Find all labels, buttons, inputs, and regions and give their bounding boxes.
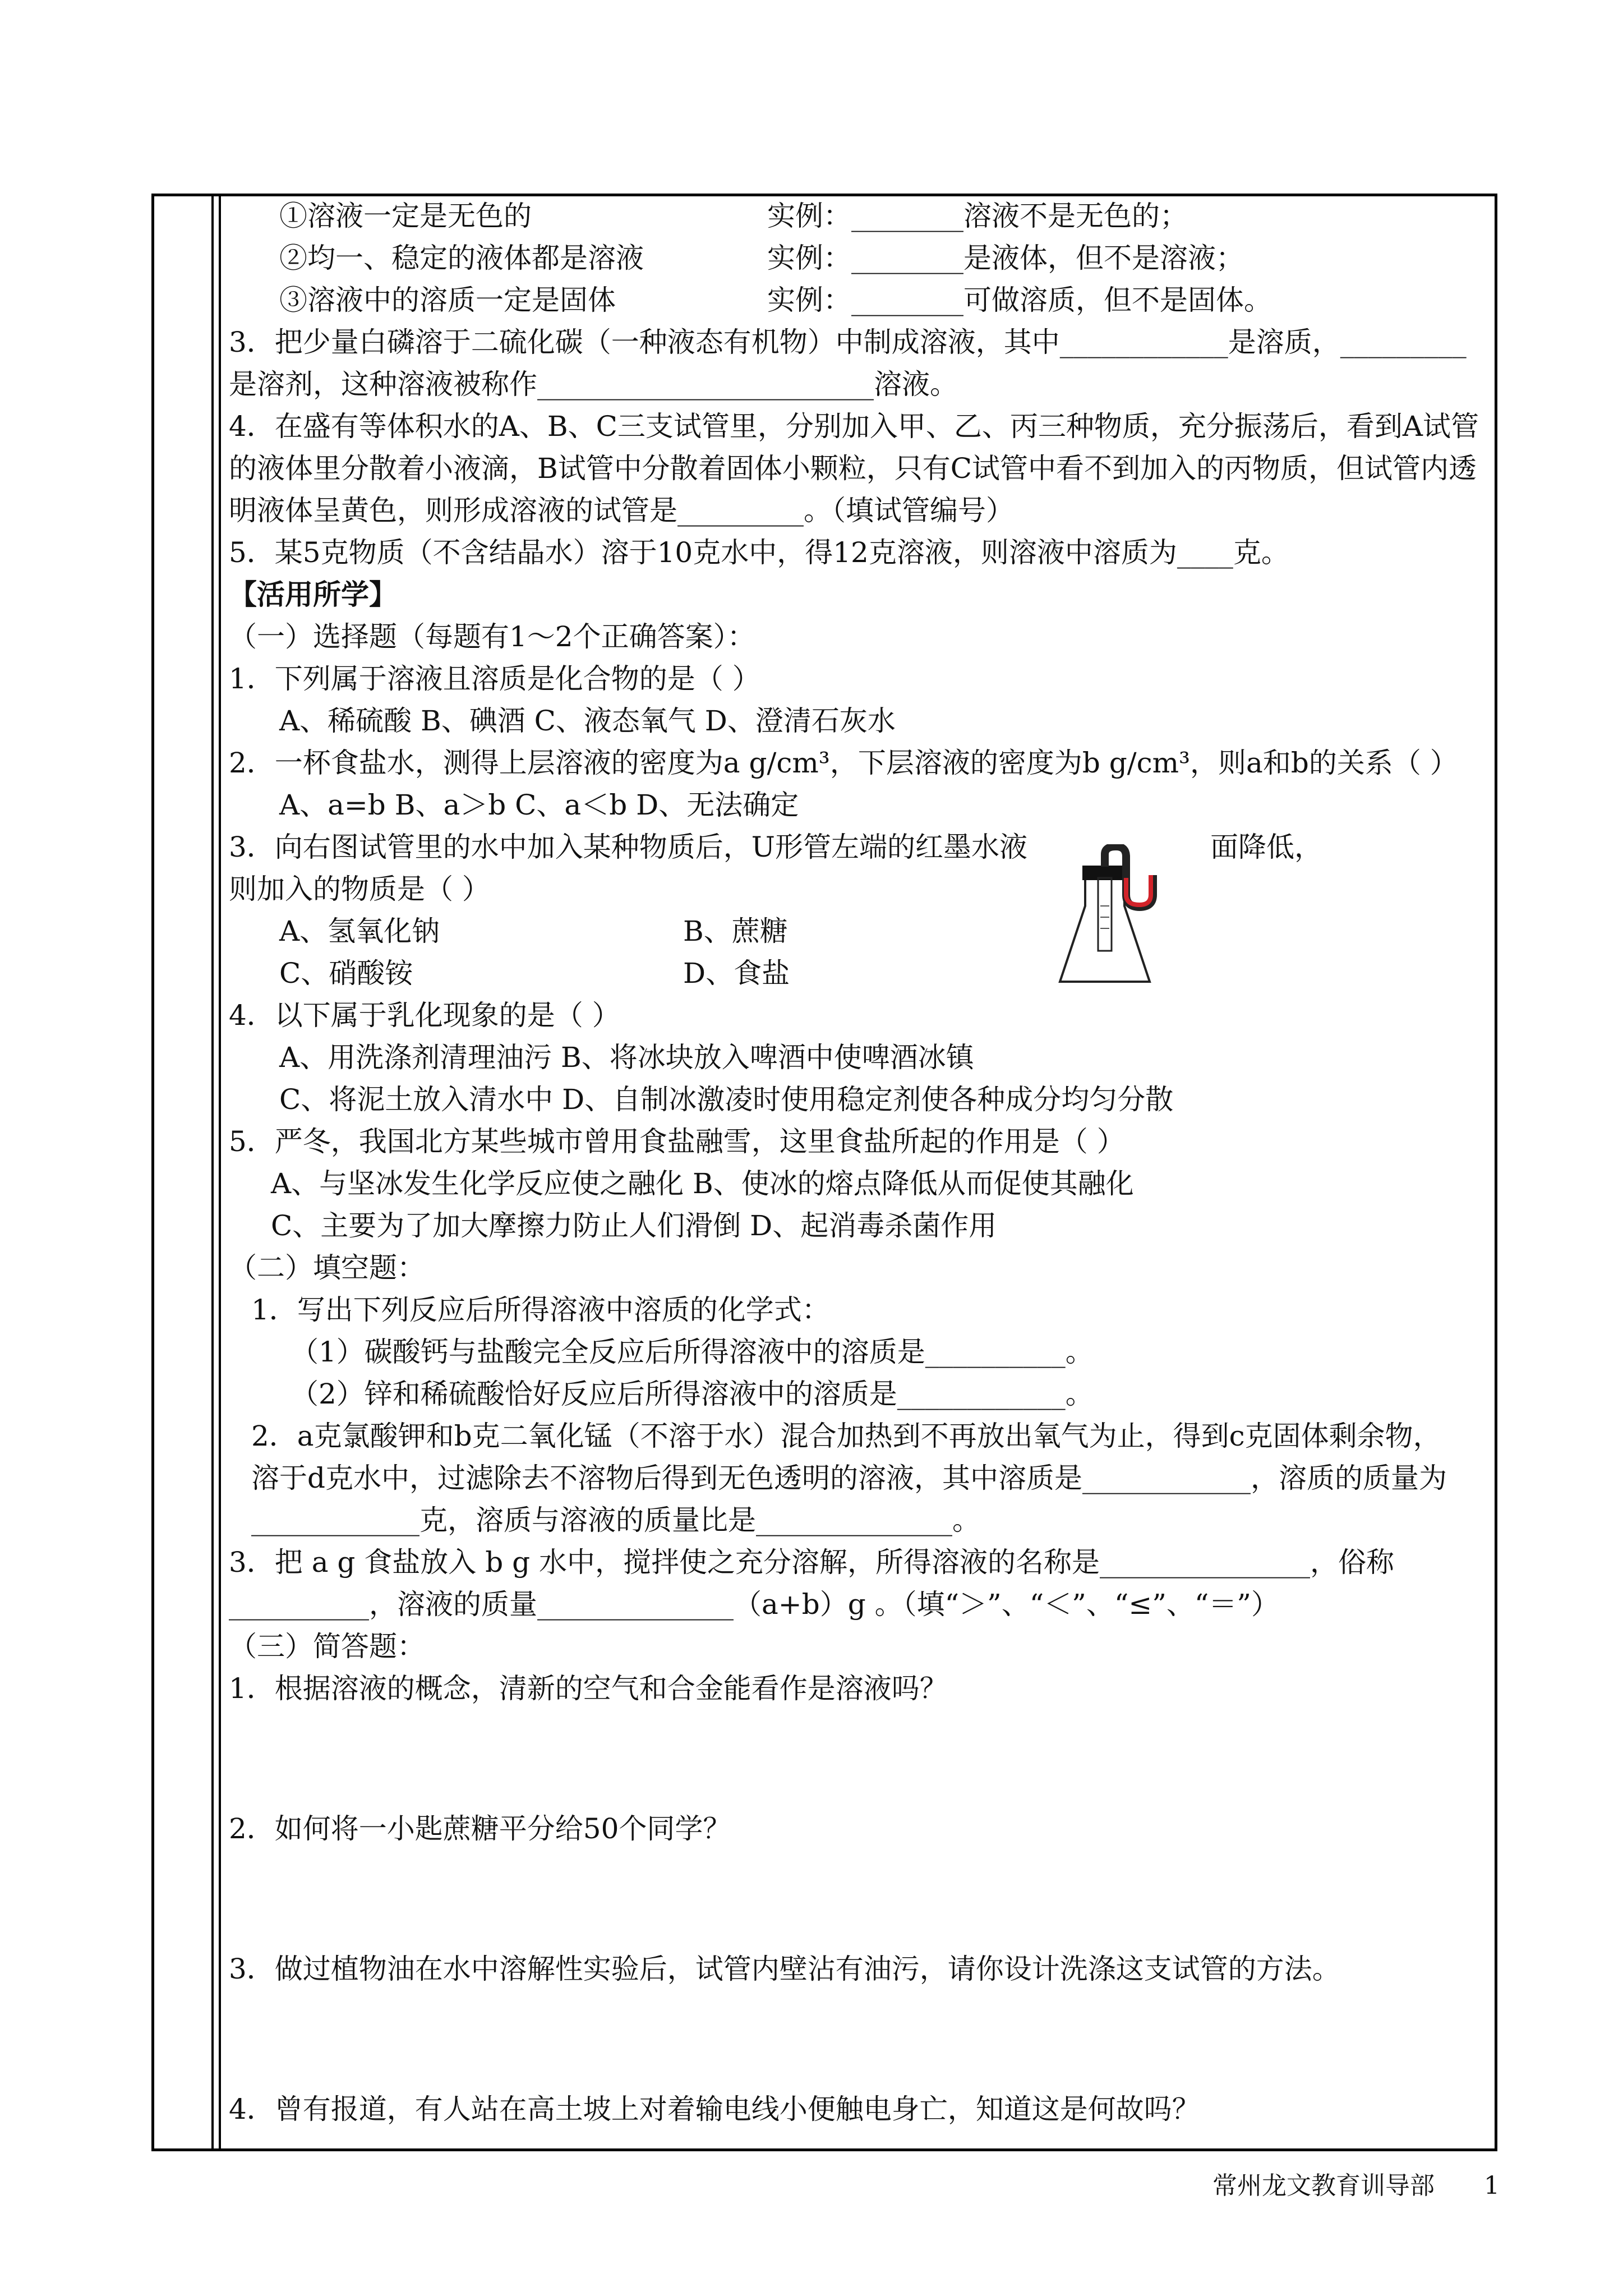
text-line: 实例：________可做溶质，但不是固体。 [767, 284, 1272, 316]
text-line: B、蔗糖 [683, 915, 788, 947]
table-column-divider-2 [219, 196, 221, 2148]
text-line: C、将泥土放入清水中 D、自制冰激凌时使用稳定剂使各种成分均匀分散 [279, 1083, 1174, 1116]
text-line: ②均一、稳定的液体都是溶液 [279, 242, 644, 274]
text-line: 1．根据溶液的概念，清新的空气和合金能看作是溶液吗？ [229, 1672, 948, 1705]
text-line: （2）锌和稀硫酸恰好反应后所得溶液中的溶质是____________。 [291, 1378, 1094, 1410]
text-line: D、食盐 [683, 957, 790, 990]
text-line: __________，溶液的质量______________（a+b）g 。（填“＞”、“＜”、“≤”、“＝”） [229, 1588, 1279, 1621]
flask-u-tube-diagram [1054, 844, 1183, 990]
text-line: 2．一杯食盐水，测得上层溶液的密度为a g/cm³，下层溶液的密度为b g/cm³，则a和b的关系（ ） [229, 747, 1458, 779]
table-column-divider-1 [211, 196, 214, 2148]
text-line: 1．下列属于溶液且溶质是化合物的是（ ） [229, 662, 760, 695]
text-line: 实例：________溶液不是无色的； [767, 200, 1188, 232]
text-line: 4．曾有报道，有人站在高土坡上对着输电线小便触电身亡，知道这是何故吗？ [229, 2093, 1200, 2125]
text-line: A、与坚冰发生化学反应使之融化 B、使冰的熔点降低从而促使其融化 [271, 1167, 1134, 1200]
text-line: A、稀硫酸 B、碘酒 C、液态氧气 D、澄清石灰水 [279, 705, 896, 737]
text-line: ①溶液一定是无色的 [279, 200, 532, 232]
text-line: （二）填空题： [229, 1251, 425, 1284]
text-line: 2．如何将一小匙蔗糖平分给50个同学？ [229, 1812, 731, 1845]
page-footer [1212, 2165, 1500, 2201]
footer-organization: 常州龙文教育训导部 [1212, 2171, 1435, 2200]
text-line: 3．把少量白磷溶于二硫化碳（一种液态有机物）中制成溶液，其中____________是溶质，_________ [229, 326, 1467, 358]
text-line: 【活用所学】 [229, 578, 397, 611]
text-line: C、硝酸铵 [279, 957, 413, 990]
text-line: 实例：________是液体，但不是溶液； [767, 242, 1244, 274]
text-line: （1）碳酸钙与盐酸完全反应后所得溶液中的溶质是__________。 [291, 1336, 1094, 1368]
text-line: 1．写出下列反应后所得溶液中溶质的化学式： [251, 1294, 830, 1326]
text-line: （一）选择题（每题有1～2个正确答案）： [229, 620, 755, 653]
text-line: 4．在盛有等体积水的A、B、C三支试管里，分别加入甲、乙、丙三种物质，充分振荡后，看到A试管 [229, 410, 1479, 443]
text-line: 则加入的物质是（ ） [229, 873, 490, 905]
text-line: A、氢氧化钠 [279, 915, 440, 947]
text-line: A、用洗涤剂清理油污 B、将冰块放入啤酒中使啤酒冰镇 [279, 1041, 974, 1074]
text-line: 面降低， [1210, 831, 1322, 863]
text-line: 5．某5克物质（不含结晶水）溶于10克水中，得12克溶液，则溶液中溶质为____克。 [229, 536, 1289, 569]
text-line: 是溶剂，这种溶液被称作________________________溶液。 [229, 368, 958, 401]
text-line: 的液体里分散着小液滴，B试管中分散着固体小颗粒，只有C试管中看不到加入的丙物质，但试管内透 [229, 452, 1477, 485]
text-line: C、主要为了加大摩擦力防止人们滑倒 D、起消毒杀菌作用 [271, 1209, 997, 1242]
text-line: 3．向右图试管里的水中加入某种物质后，U形管左端的红墨水液 [229, 831, 1027, 863]
text-line: 3．把 a g 食盐放入 b g 水中，搅拌使之充分溶解，所得溶液的名称是_______________，俗称 [229, 1546, 1395, 1579]
text-line: （三）简答题： [229, 1630, 425, 1663]
text-line: A、a=b B、a＞b C、a＜b D、无法确定 [279, 789, 799, 821]
text-line: 4．以下属于乳化现象的是（ ） [229, 999, 620, 1032]
text-line: ____________克，溶质与溶液的质量比是______________。 [251, 1504, 980, 1536]
text-line: ③溶液中的溶质一定是固体 [279, 284, 616, 316]
text-line: 明液体呈黄色，则形成溶液的试管是_________。（填试管编号） [229, 494, 1014, 527]
text-line: 2．a克氯酸钾和b克二氧化锰（不溶于水）混合加热到不再放出氧气为止，得到c克固体剩余物， [251, 1420, 1441, 1452]
text-line: 5．严冬，我国北方某些城市曾用食盐融雪，这里食盐所起的作用是（ ） [229, 1125, 1125, 1158]
text-line: 溶于d克水中，过滤除去不溶物后得到无色透明的溶液，其中溶质是____________，溶质的质量为 [251, 1462, 1447, 1494]
text-line: 3．做过植物油在水中溶解性实验后，试管内壁沾有油污，请你设计洗涤这支试管的方法。 [229, 1953, 1340, 1985]
page-number: 1 [1484, 2171, 1500, 2200]
